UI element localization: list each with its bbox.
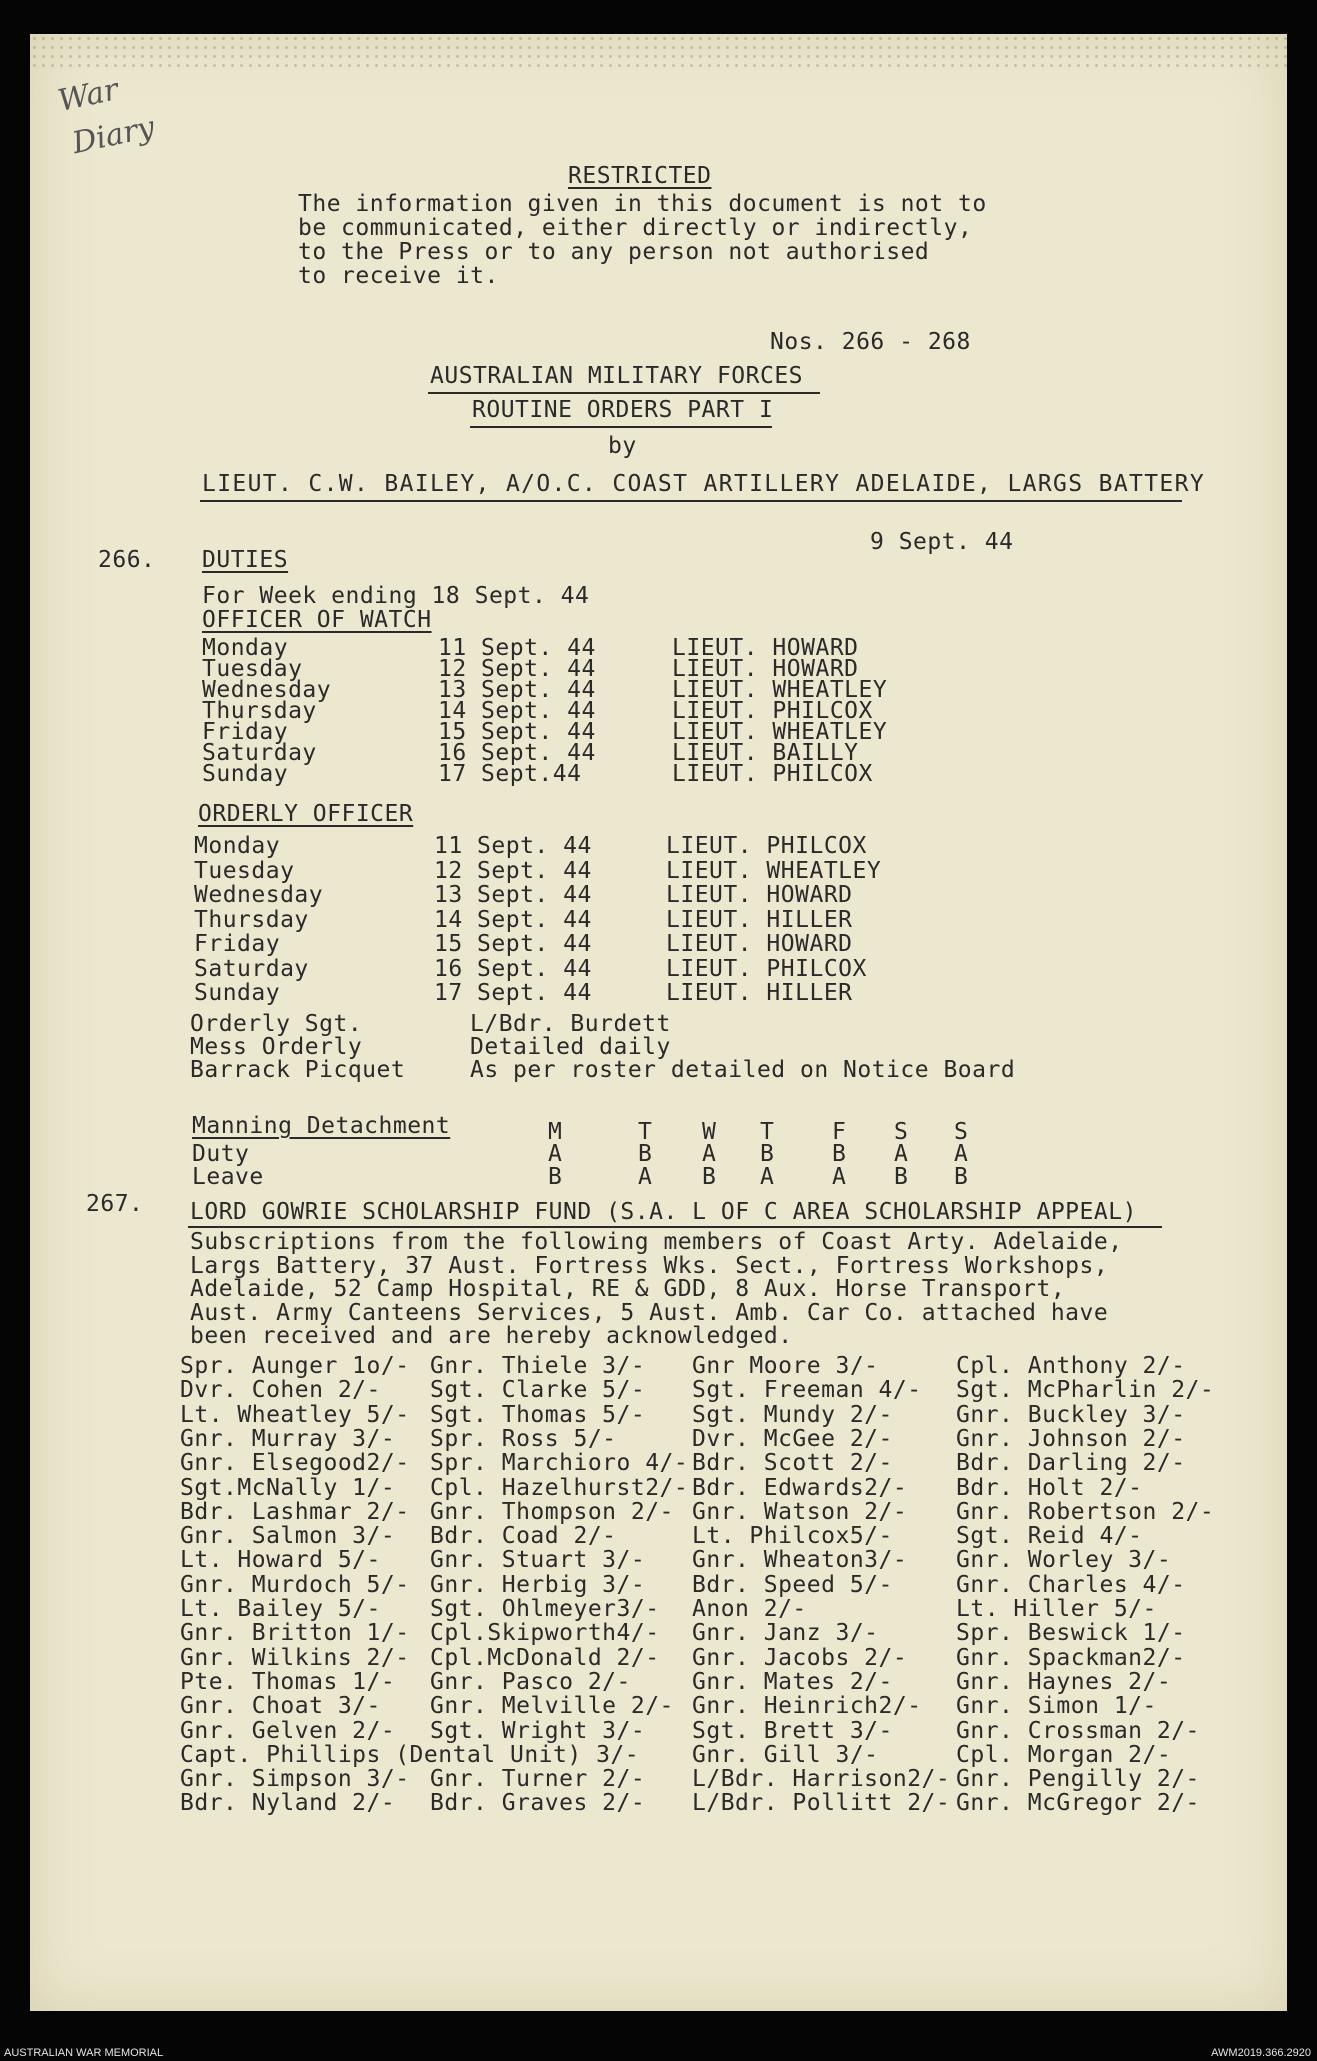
notice-line-2: be communicated, either directly or indirectly, bbox=[298, 215, 973, 241]
fund-intro-line: Aust. Army Canteens Services, 5 Aust. Amb. Car Co. attached have bbox=[190, 1299, 1109, 1326]
subscriber-entry: Gnr. Gill 3/- bbox=[692, 1741, 879, 1768]
subscriber-entry: Gnr. Johnson 2/- bbox=[956, 1425, 1186, 1452]
watch-officer: LIEUT. WHEATLEY bbox=[672, 719, 888, 745]
footer-institution: AUSTRALIAN WAR MEMORIAL bbox=[4, 2047, 164, 2059]
subscriber-entry: Gnr. Britton 1/- bbox=[180, 1620, 410, 1647]
subscriber-entry: Gnr. Choat 3/- bbox=[180, 1693, 381, 1720]
misc-label: Barrack Picquet bbox=[190, 1057, 406, 1083]
subscriber-entry: Gnr. Pengilly 2/- bbox=[956, 1766, 1200, 1793]
manning-cell: A bbox=[894, 1141, 909, 1167]
handwritten-annotation-line2: Diary bbox=[69, 109, 158, 162]
paragraph-number-267: 267. bbox=[86, 1191, 144, 1217]
orderly-date: 15 Sept. 44 bbox=[434, 931, 592, 957]
subscriber-entry: Sgt. Mundy 2/- bbox=[692, 1401, 893, 1428]
manning-day-header: S bbox=[894, 1119, 909, 1145]
subscriber-entry: Lt. Bailey 5/- bbox=[180, 1596, 381, 1622]
watch-day: Wednesday bbox=[202, 677, 332, 703]
watch-date: 17 Sept.44 bbox=[438, 761, 582, 787]
manning-cell: B bbox=[702, 1164, 717, 1190]
subscriber-entry: Gnr. Charles 4/- bbox=[956, 1571, 1186, 1598]
manning-cell: A bbox=[702, 1141, 717, 1167]
by-label: by bbox=[608, 433, 637, 459]
subscriber-entry: Gnr. Janz 3/- bbox=[692, 1620, 879, 1647]
issuer-line: LIEUT. C.W. BAILEY, A/O.C. COAST ARTILLERY ADELAIDE, LARGS BATTERY bbox=[202, 471, 1206, 497]
orderly-officer: LIEUT. PHILCOX bbox=[666, 833, 867, 859]
duties-title: DUTIES bbox=[202, 547, 289, 573]
orderly-officer: LIEUT. PHILCOX bbox=[666, 955, 867, 982]
manning-day-header: M bbox=[548, 1119, 563, 1145]
watch-officer: LIEUT. HOWARD bbox=[672, 656, 859, 682]
subscriber-entry: Gnr. Spackman2/- bbox=[956, 1644, 1186, 1671]
orderly-officer: LIEUT. WHEATLEY bbox=[666, 857, 882, 884]
watch-officer: LIEUT. BAILLY bbox=[672, 740, 859, 766]
subscriber-entry: Gnr. Simpson 3/- bbox=[180, 1766, 410, 1793]
subscriber-entry: Gnr. Watson 2/- bbox=[692, 1498, 908, 1525]
subscriber-entry: Gnr. Worley 3/- bbox=[956, 1547, 1172, 1574]
manning-cell: A bbox=[548, 1141, 563, 1167]
routine-orders-title: ROUTINE ORDERS PART I bbox=[472, 397, 774, 423]
orderly-day: Sunday bbox=[194, 980, 281, 1006]
orderly-officer: LIEUT. HOWARD bbox=[666, 882, 853, 908]
manning-cell: B bbox=[894, 1164, 909, 1190]
order-numbers: Nos. 266 - 268 bbox=[770, 329, 971, 355]
subscriber-entry: Dvr. Cohen 2/- bbox=[180, 1377, 381, 1404]
subscriber-entry: Gnr. Stuart 3/- bbox=[430, 1547, 646, 1574]
subscriber-entry: Gnr. Turner 2/- bbox=[430, 1766, 646, 1793]
paragraph-number-266: 266. bbox=[98, 547, 156, 573]
subscriber-entry: Cpl. Morgan 2/- bbox=[956, 1741, 1172, 1768]
manning-day-header: T bbox=[638, 1119, 653, 1145]
fund-intro-line: Subscriptions from the following members of Coast Arty. Adelaide, bbox=[190, 1229, 1123, 1255]
subscriber-entry: Lt. Philcox5/- bbox=[692, 1523, 893, 1550]
manning-cell: A bbox=[638, 1164, 653, 1190]
manning-row-label: Leave bbox=[192, 1164, 264, 1190]
subscriber-entry: Lt. Wheatley 5/- bbox=[180, 1401, 410, 1428]
orderly-date: 13 Sept. 44 bbox=[434, 882, 592, 908]
orderly-day: Wednesday bbox=[194, 882, 324, 908]
orderly-day: Tuesday bbox=[194, 857, 295, 884]
manning-cell: B bbox=[954, 1164, 969, 1190]
subscriber-entry: Bdr. Scott 2/- bbox=[692, 1450, 893, 1477]
document-page bbox=[30, 34, 1287, 2011]
subscriber-entry: Gnr. Robertson 2/- bbox=[956, 1498, 1215, 1525]
officer-of-watch-title: OFFICER OF WATCH bbox=[202, 607, 432, 633]
week-ending-line: For Week ending 18 Sept. 44 bbox=[202, 583, 590, 609]
subscriber-entry: Bdr. Holt 2/- bbox=[956, 1474, 1143, 1501]
subscriber-entry: Bdr. Nyland 2/- bbox=[180, 1790, 396, 1817]
subscriber-entry: Gnr. Crossman 2/- bbox=[956, 1717, 1200, 1744]
manning-cell: B bbox=[638, 1141, 653, 1167]
subscriber-entry: Sgt. Brett 3/- bbox=[692, 1717, 893, 1744]
watch-date: 14 Sept. 44 bbox=[438, 698, 596, 724]
watch-day: Monday bbox=[202, 635, 289, 661]
subscriber-entry: Anon 2/- bbox=[692, 1596, 807, 1622]
subscriber-entry: Spr. Aunger 1o/- bbox=[180, 1353, 410, 1379]
subscriber-entry: L/Bdr. Pollitt 2/- bbox=[692, 1790, 951, 1817]
orderly-date: 16 Sept. 44 bbox=[434, 955, 592, 982]
notice-line-3: to the Press or to any person not authorised bbox=[298, 239, 930, 265]
orderly-day: Friday bbox=[194, 931, 281, 957]
subscriber-entry: Cpl. Hazelhurst2/- bbox=[430, 1474, 689, 1501]
manning-day-header: T bbox=[760, 1119, 775, 1145]
manning-cell: B bbox=[832, 1141, 847, 1167]
misc-label: Orderly Sgt. bbox=[190, 1011, 363, 1037]
subscriber-entry: Bdr. Edwards2/- bbox=[692, 1474, 908, 1501]
subscriber-entry: Gnr. Mates 2/- bbox=[692, 1668, 893, 1695]
watch-officer: LIEUT. PHILCOX bbox=[672, 761, 873, 787]
subscriber-entry: Bdr. Graves 2/- bbox=[430, 1790, 646, 1817]
subscriber-entry: Gnr. Heinrich2/- bbox=[692, 1693, 922, 1720]
subscriber-entry: Dvr. McGee 2/- bbox=[692, 1425, 893, 1452]
watch-date: 15 Sept. 44 bbox=[438, 719, 596, 745]
subscriber-entry: Cpl.McDonald 2/- bbox=[430, 1644, 660, 1671]
orderly-date: 17 Sept. 44 bbox=[434, 980, 592, 1006]
manning-day-header: S bbox=[954, 1119, 969, 1145]
subscriber-entry: Lt. Hiller 5/- bbox=[956, 1596, 1157, 1622]
subscriber-entry: Gnr. Pasco 2/- bbox=[430, 1668, 631, 1695]
subscriber-entry: Sgt. Ohlmeyer3/- bbox=[430, 1596, 660, 1622]
subscriber-entry: Gnr. Simon 1/- bbox=[956, 1693, 1157, 1720]
subscriber-entry: Gnr. Thompson 2/- bbox=[430, 1498, 674, 1525]
watch-date: 12 Sept. 44 bbox=[438, 656, 596, 682]
orderly-date: 11 Sept. 44 bbox=[434, 833, 592, 859]
manning-cell: A bbox=[954, 1141, 969, 1167]
orderly-officer: LIEUT. HILLER bbox=[666, 906, 853, 933]
subscriber-entry: Sgt. Freeman 4/- bbox=[692, 1377, 922, 1404]
watch-day: Sunday bbox=[202, 761, 289, 787]
subscriber-entry: Spr. Marchioro 4/- bbox=[430, 1450, 689, 1477]
manning-row-label: Duty bbox=[192, 1141, 250, 1167]
watch-date: 16 Sept. 44 bbox=[438, 740, 596, 766]
subscriber-entry: Gnr. Salmon 3/- bbox=[180, 1523, 396, 1550]
misc-label: Mess Orderly bbox=[190, 1034, 363, 1060]
subscriber-entry: Gnr. Wheaton3/- bbox=[692, 1547, 908, 1574]
manning-day-header: F bbox=[832, 1119, 847, 1145]
fund-title: LORD GOWRIE SCHOLARSHIP FUND (S.A. L OF C AREA SCHOLARSHIP APPEAL) bbox=[190, 1199, 1137, 1225]
watch-officer: LIEUT. WHEATLEY bbox=[672, 677, 888, 703]
manning-cell: B bbox=[760, 1141, 775, 1167]
orderly-officer: LIEUT. HOWARD bbox=[666, 931, 853, 957]
subscriber-entry: Spr. Ross 5/- bbox=[430, 1425, 617, 1452]
subscriber-entry: Capt. Phillips (Dental Unit) 3/- bbox=[180, 1741, 640, 1768]
subscriber-entry: Gnr. Elsegood2/- bbox=[180, 1450, 410, 1477]
manning-cell: A bbox=[760, 1164, 775, 1190]
watch-officer: LIEUT. HOWARD bbox=[672, 635, 859, 661]
notice-line-1: The information given in this document is not to bbox=[298, 191, 987, 217]
subscriber-entry: Gnr. Thiele 3/- bbox=[430, 1353, 646, 1379]
subscriber-entry: Sgt. Reid 4/- bbox=[956, 1523, 1143, 1550]
fund-intro-line: Adelaide, 52 Camp Hospital, RE & GDD, 8 Aux. Horse Transport, bbox=[190, 1276, 1066, 1302]
orderly-date: 12 Sept. 44 bbox=[434, 857, 592, 884]
misc-value: L/Bdr. Burdett bbox=[470, 1011, 671, 1037]
subscriber-entry: Bdr. Darling 2/- bbox=[956, 1450, 1186, 1477]
subscriber-entry: Bdr. Lashmar 2/- bbox=[180, 1498, 410, 1525]
organisation-title: AUSTRALIAN MILITARY FORCES bbox=[430, 363, 804, 389]
subscriber-entry: Sgt. McPharlin 2/- bbox=[956, 1377, 1215, 1404]
fund-intro-line: been received and are hereby acknowledged. bbox=[190, 1323, 793, 1349]
subscriber-entry: Spr. Beswick 1/- bbox=[956, 1620, 1186, 1647]
watch-date: 11 Sept. 44 bbox=[438, 635, 596, 661]
subscriber-entry: Gnr. Haynes 2/- bbox=[956, 1668, 1172, 1695]
subscriber-entry: Gnr. Buckley 3/- bbox=[956, 1401, 1186, 1428]
subscriber-entry: Gnr. McGregor 2/- bbox=[956, 1790, 1200, 1817]
restricted-heading: RESTRICTED bbox=[568, 163, 712, 189]
subscriber-entry: Gnr Moore 3/- bbox=[692, 1353, 879, 1379]
subscriber-entry: Sgt. Thomas 5/- bbox=[430, 1401, 646, 1428]
watch-day: Tuesday bbox=[202, 656, 303, 682]
watch-officer: LIEUT. PHILCOX bbox=[672, 698, 873, 724]
footer-accession-number: AWM2019.366.2920 bbox=[1211, 2047, 1311, 2059]
order-date: 9 Sept. 44 bbox=[870, 529, 1014, 555]
subscriber-entry: Gnr. Melville 2/- bbox=[430, 1693, 674, 1720]
subscriber-entry: Gnr. Herbig 3/- bbox=[430, 1571, 646, 1598]
manning-cell: A bbox=[832, 1164, 847, 1190]
watch-day: Friday bbox=[202, 719, 289, 745]
subscriber-entry: Cpl.Skipworth4/- bbox=[430, 1620, 660, 1647]
subscriber-entry: Lt. Howard 5/- bbox=[180, 1547, 381, 1574]
orderly-date: 14 Sept. 44 bbox=[434, 906, 592, 933]
manning-detachment-title: Manning Detachment bbox=[192, 1113, 451, 1139]
subscriber-entry: Sgt. Wright 3/- bbox=[430, 1717, 646, 1744]
subscriber-entry: Gnr. Jacobs 2/- bbox=[692, 1644, 908, 1671]
manning-day-header: W bbox=[702, 1119, 717, 1145]
orderly-day: Monday bbox=[194, 833, 281, 859]
subscriber-entry: Bdr. Speed 5/- bbox=[692, 1571, 893, 1598]
subscriber-entry: Gnr. Murdoch 5/- bbox=[180, 1571, 410, 1598]
subscriber-entry: L/Bdr. Harrison2/- bbox=[692, 1766, 951, 1793]
perforated-edge bbox=[30, 34, 1287, 68]
subscriber-entry: Sgt. Clarke 5/- bbox=[430, 1377, 646, 1404]
subscriber-entry: Gnr. Murray 3/- bbox=[180, 1425, 396, 1452]
subscriber-entry: Pte. Thomas 1/- bbox=[180, 1668, 396, 1695]
subscriber-entry: Gnr. Wilkins 2/- bbox=[180, 1644, 410, 1671]
notice-line-4: to receive it. bbox=[298, 263, 499, 289]
manning-cell: B bbox=[548, 1164, 563, 1190]
misc-value: As per roster detailed on Notice Board bbox=[470, 1057, 1016, 1083]
orderly-day: Saturday bbox=[194, 955, 309, 982]
orderly-officer: LIEUT. HILLER bbox=[666, 980, 853, 1006]
misc-value: Detailed daily bbox=[470, 1034, 671, 1060]
watch-day: Thursday bbox=[202, 698, 317, 724]
orderly-officer-title: ORDERLY OFFICER bbox=[198, 801, 414, 827]
handwritten-annotation-line1: War bbox=[55, 72, 122, 119]
subscriber-entry: Sgt.McNally 1/- bbox=[180, 1474, 396, 1501]
fund-intro-line: Largs Battery, 37 Aust. Fortress Wks. Sect., Fortress Workshops, bbox=[190, 1252, 1109, 1279]
subscriber-entry: Cpl. Anthony 2/- bbox=[956, 1353, 1186, 1379]
watch-date: 13 Sept. 44 bbox=[438, 677, 596, 703]
orderly-day: Thursday bbox=[194, 906, 309, 933]
subscriber-entry: Bdr. Coad 2/- bbox=[430, 1523, 617, 1550]
watch-day: Saturday bbox=[202, 740, 317, 766]
subscriber-entry: Gnr. Gelven 2/- bbox=[180, 1717, 396, 1744]
